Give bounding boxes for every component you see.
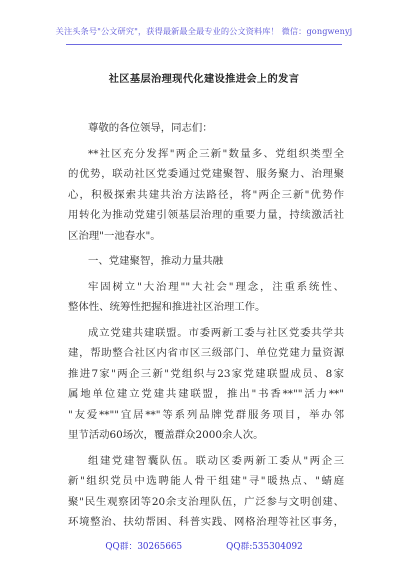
header-banner: 关注头条号"公文研究"，获得最新最全最专业的公文资料库！ 微信：gongwenyj — [55, 26, 353, 36]
paragraph-philosophy — [68, 277, 344, 318]
salutation: 尊敬的各位领导，同志们： — [88, 122, 213, 134]
paragraph-line: **社区充分发挥"两企三新"数量多、党组织类型全 — [88, 147, 344, 160]
paragraph-line: 区治理"一池春水"。 — [68, 229, 161, 242]
paragraph-line: "友爱**""宜居**"等系列品牌党群服务项目，举办邻 — [68, 408, 344, 421]
paragraph-line: 牢固树立"大治理""大社会"理念，注重系统性、 — [88, 280, 344, 293]
paragraph-intro — [68, 144, 344, 247]
paragraph-line: 成立党建共建联盟。市委两新工委与社区党委共学共 — [88, 326, 344, 339]
paragraph-line: 心，积极探索共建共治方法路径，将"两企三新"优势作 — [68, 188, 344, 201]
section-heading — [68, 251, 344, 272]
paragraph-line: 用转化为推动党建引领基层治理的重要力量，持续激活社 — [68, 209, 344, 221]
paragraph-line: 整体性、统筹性把握和推进社区治理工作。 — [68, 301, 266, 313]
paragraph-line: 的优势，联动社区党委通过党建聚智、服务聚力、治理聚 — [68, 168, 344, 180]
header-divider — [66, 44, 342, 45]
paragraph-line: 聚"民生观察团等20余支治理队伍，广泛参与文明创建、 — [68, 495, 344, 508]
document-body — [68, 118, 344, 538]
paragraph-line: 环境整治、扶幼帮困、科普实践、网格治理等社区事务， — [68, 516, 344, 528]
document-title: 社区基层治理现代化建设推进会上的发言 — [108, 73, 300, 85]
paragraph-alliance — [68, 323, 344, 446]
paragraph-line: 新"组织党员中选聘能人骨干组建"寻"暖热点、"蜻庭 — [68, 475, 344, 487]
footer-contact — [0, 539, 408, 552]
paragraph-line: 里节活动60场次，覆盖群众2000余人次。 — [68, 429, 264, 441]
footer-qq-right: QQ群:535304092 — [226, 542, 303, 552]
paragraph-think-tank — [68, 451, 344, 533]
paragraph-line: 组建党建智囊队伍。联动区委两新工委从"两企三 — [88, 454, 344, 467]
paragraph-line: 推进7家"两企三新"党组织与23家党建联盟成员、8家 — [68, 367, 344, 380]
section-heading-line: 一、党建聚智，推动力量共融 — [88, 255, 224, 267]
paragraph-line: 建，帮助整合社区内省市区三级部门、单位党建力量资源 — [68, 347, 344, 359]
paragraph-line: 属地单位建立党建共建联盟，推出"书香**""活力**" — [68, 388, 344, 400]
footer-qq-left: QQ群：30265665 — [105, 542, 183, 552]
